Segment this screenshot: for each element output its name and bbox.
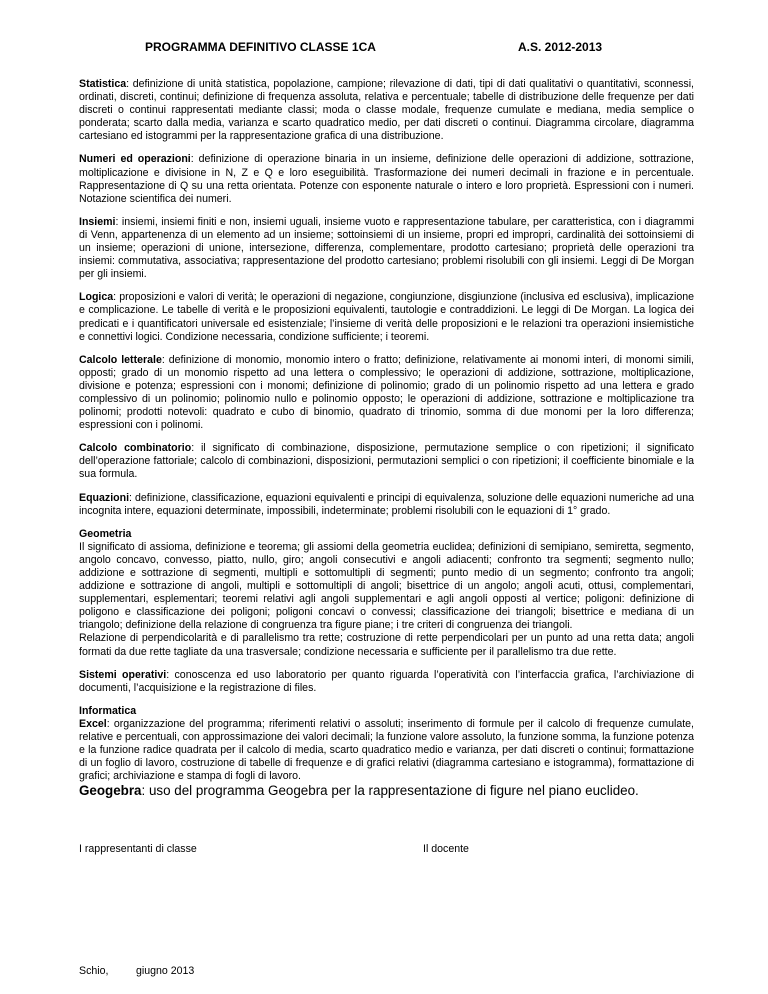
section-heading: Numeri ed operazioni	[79, 153, 191, 166]
section-text: : proposizioni e valori di verità; le operazioni di negazione, congiunzione, disgiunzione (inclusiva ed esclusiva), implicazione e complicazione. Le tabelle di verità e le proposizioni equivalenti, tautologie e contraddizioni. Le leggi di De Morgan. La logica dei predicati e i quantificatori universale ed esistenziale; l’insieme di verità delle proposizioni e le relazioni tra operazioni insiemistiche e connettivi logici. Condizione necessaria, condizione sufficiente; i teoremi.	[79, 291, 694, 343]
school-year: A.S. 2012-2013	[518, 40, 603, 54]
section-text: : organizzazione del programma; riferimenti relativi o assoluti; inserimento di formule per il calcolo di frequenze cumulate, relative e percentuali, con approssimazione dei valori decimali; la funzione valore assoluto, la funzione somma, la funzione potenza e la funzione radice quadrata per il calcolo di media, scarto quadratico medio e varianza, per dati discreti o continui; formattazione di un foglio di lavoro, costruzione di tabelle di frequenze e di grafici relativi (diagramma cartesiano e istogramma), formattazione di grafici; archiviazione e stampa di fogli di lavoro.	[79, 717, 694, 783]
section-heading: Calcolo letterale	[79, 353, 162, 366]
signature-students: I rappresentanti di classe	[79, 843, 197, 855]
section-heading: Calcolo combinatorio	[79, 442, 192, 455]
section-text: : definizione di monomio, monomio intero o fratto; definizione, relativamente ai monomi interi, di monomi simili, opposti; grado di un monomio rispetto ad una lettera o complessivo; le operazioni di addizione, sottrazione, moltiplicazione, divisione e potenza; espressioni con i monomi; definizione di polinomio; grado di un polinomio rispetto ad una lettera e grado complessivo di un polinomio; polinomio nullo e polinomio opposto; le operazioni di addizione, sottrazione e moltiplicazione tra polinomi; prodotti notevoli: quadrato e cubo di binomio, quadrato di trinomio, somma di due monomi per la loro differenza; espressioni con i polinomi.	[79, 353, 695, 432]
excel-heading: Excel	[79, 717, 107, 730]
section-insiemi	[79, 216, 694, 281]
document-page	[79, 40, 694, 799]
section-numeri	[79, 153, 694, 205]
section-text: : conoscenza ed uso laboratorio per quanto riguarda l’operatività con l’interfaccia grafica, l’archiviazione di documenti, l’acquisizione e la registrazione di files.	[79, 668, 695, 694]
section-heading: Sistemi operativi	[79, 668, 167, 681]
section-text: : definizione di operazione binaria in un insieme, definizione delle operazioni di addizione, sottrazione, moltiplicazione e divisione in N, Z e Q e loro eseguibilità. Trasformazione dei numeri decimali in frazione e in percentuale. Rappresentazione di Q su una retta orientata. Potenze con esponente naturale o intero e loro proprietà. Espressioni con i numeri. Notazione scientifica dei numeri.	[79, 153, 694, 205]
section-equazioni	[79, 492, 694, 518]
excel-paragraph	[79, 718, 694, 783]
section-sistemi-operativi	[79, 669, 694, 695]
section-heading: Equazioni	[79, 491, 130, 504]
section-text: Relazione di perpendicolarità e di parallelismo tra rette; costruzione di rette perpendicolari per un punto ad una retta data; angoli formati da due rette tagliate da una trasversale; condizione necessaria e sufficiente per il parallelismo tra due rette.	[79, 632, 694, 658]
section-text: Il significato di assioma, definizione e teorema; gli assiomi della geometria euclidea; definizioni di semipiano, semiretta, segmento, angolo concavo, convesso, piatto, nullo, giro; angoli consecutivi e angoli adiacenti; confronto tra segmenti; segmento nullo; addizione e sottrazione di segmenti, multipli e sottomultipli di segmenti; punto medio di un segmento; confronto tra angoli; addizione e sottrazione di angoli, multipli e sottomultipli di angoli; bisettrice di un angolo; angoli acuti, ottusi, complementari, supplementari, esplementari; teoremi relativi agli angoli supplementari e agli angoli opposti al vertice; poligoni: definizione di poligono e classificazione dei poligoni; poligoni concavi o convessi; classificazione dei triangoli; bisettrice e mediana di un triangolo; definizione della relazione di congruenza tra figure piane; i tre criteri di congruenza dei triangoli.	[79, 540, 694, 632]
section-statistica	[79, 78, 694, 143]
footer	[79, 965, 195, 977]
section-text: : uso del programma Geogebra per la rappresentazione di figure nel piano euclideo.	[141, 783, 639, 799]
signature-teacher: Il docente	[423, 843, 469, 855]
section-calcolo-combinatorio	[79, 442, 694, 481]
section-calcolo-letterale	[79, 354, 694, 433]
footer-date: giugno 2013	[136, 965, 195, 977]
section-heading: Logica	[79, 291, 114, 304]
section-geometria	[79, 528, 694, 659]
geogebra-heading: Geogebra	[79, 783, 142, 799]
section-text: : definizione di unità statistica, popolazione, campione; rilevazione di dati, tipi di dati qualitativi o quantitativi, sconnessi, ordinati, discreti, continui; definizione di frequenza assoluta, relativa e percentuale; tabelle di distribuzione delle frequenze per dati discreti o continui rappresentati mediante classi; moda o classe modale, frequenze cumulate e mediana, media semplice o ponderata; scarto dalla media, varianza e scarto quadratico medio, per dati discreti o continui. Diagramma circolare, diagramma cartesiano ed istogrammi per la rappresentazione grafica di una distribuzione.	[79, 78, 694, 143]
section-text: : il significato di combinazione, disposizione, permutazione semplice o con ripetizioni; il significato dell’operazione fattoriale; calcolo di combinazioni, disposizioni, permutazioni semplici o con ripetizioni; il coefficiente binomiale e la sua formula.	[79, 442, 694, 481]
section-informatica	[79, 705, 694, 784]
document-header	[79, 40, 694, 56]
section-heading: Geometria	[79, 527, 132, 540]
section-heading: Statistica	[79, 78, 127, 90]
section-text: : definizione, classificazione, equazioni equivalenti e principi di equivalenza, soluzione delle equazioni numeriche ad una incognita intere, equazioni determinate, impossibili, indeterminate; problemi risolubili con le equazioni di 1° grado.	[79, 491, 694, 517]
section-text: : insiemi, insiemi finiti e non, insiemi uguali, insieme vuoto e rappresentazione tabulare, per caratteristica, con i diagrammi di Venn, appartenenza di un elemento ad un insieme; sottoinsiemi di un insieme, propri ed impropri, cardinalità dei sottoinsiemi di un insieme; operazioni di unione, intersezione, differenza, complementare, prodotto cartesiano; proprietà delle operazioni tra insiemi: commutativa, associativa; rappresentazione del prodotto cartesiano; problemi risolubili con gli insiemi. Leggi di De Morgan per gli insiemi.	[79, 215, 694, 281]
geogebra-paragraph	[79, 783, 694, 799]
section-logica	[79, 291, 694, 343]
section-heading: Informatica	[79, 704, 137, 717]
section-heading: Insiemi	[79, 215, 116, 228]
footer-place: Schio,	[79, 965, 109, 977]
document-title: PROGRAMMA DEFINITIVO CLASSE 1CA	[145, 40, 376, 54]
